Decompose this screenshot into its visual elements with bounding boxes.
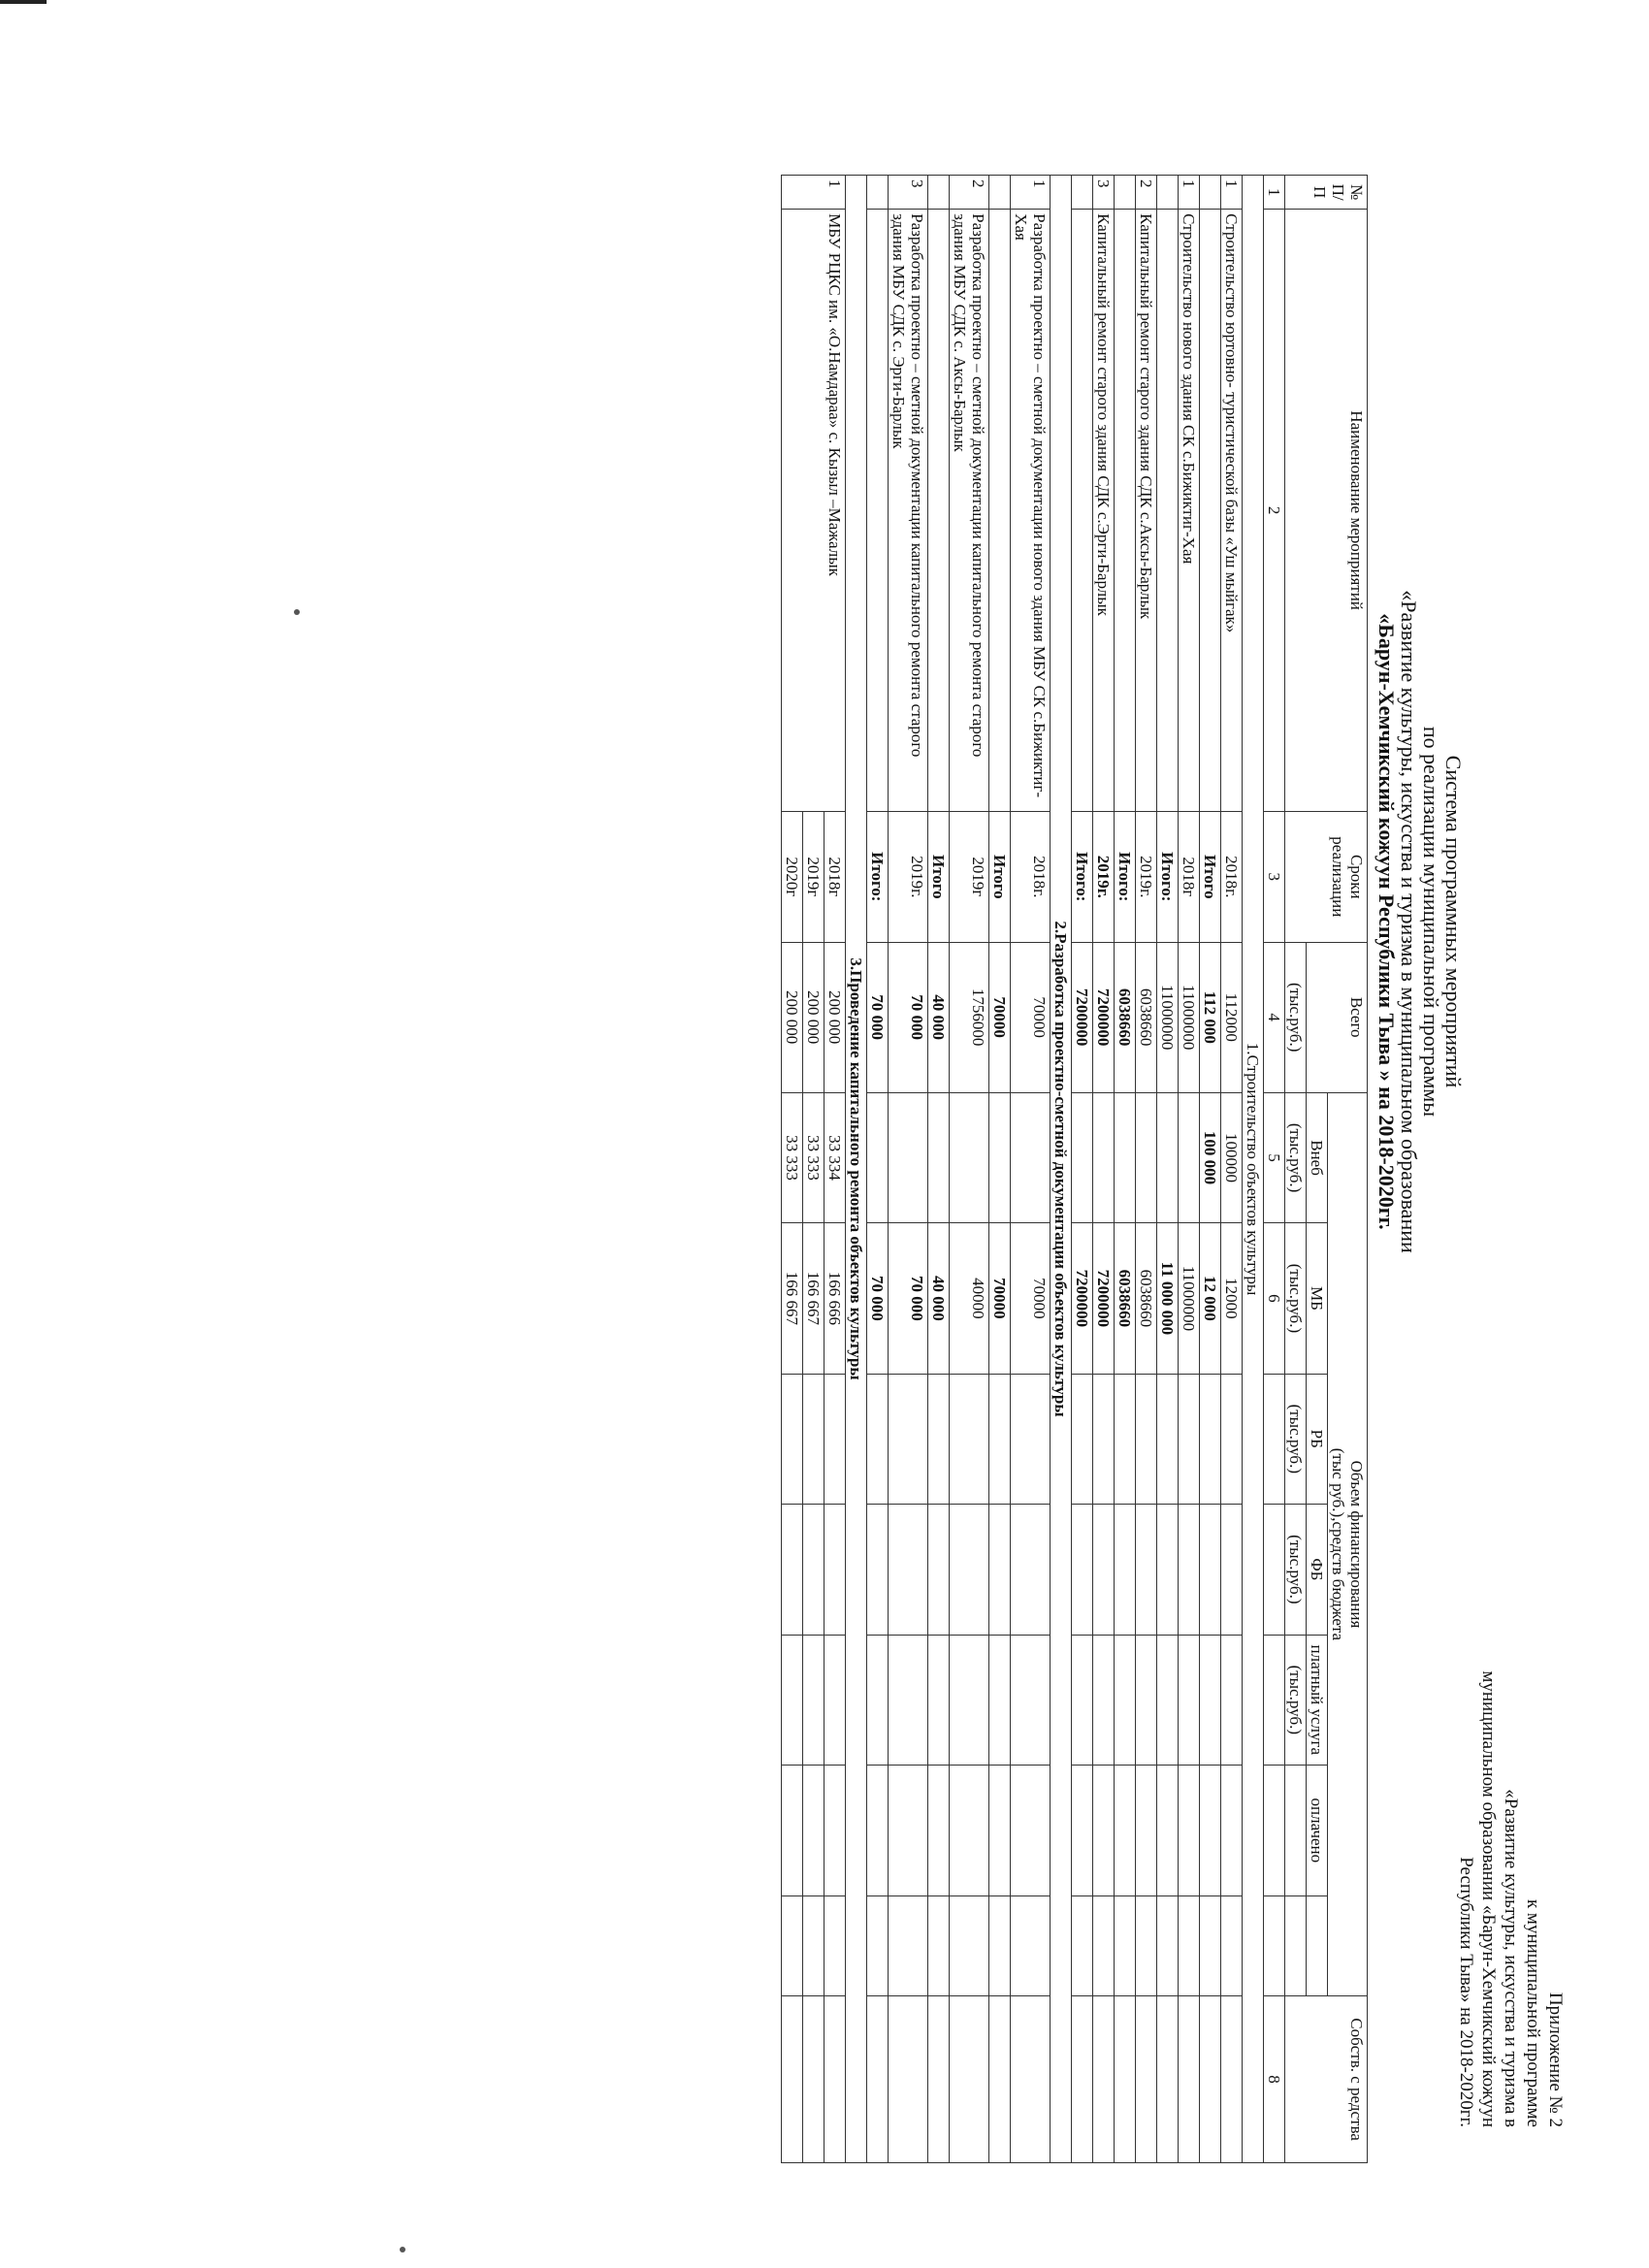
cell-total: 70000: [989, 942, 1011, 1092]
header-fb: ФБ: [1307, 1505, 1328, 1636]
cell-total: 11000000: [1157, 942, 1179, 1092]
cell-mb: 70000: [989, 1223, 1011, 1374]
cell-mb: 70000: [1011, 1223, 1051, 1374]
section-row: [1051, 176, 1072, 2163]
cell-term: 2018г.: [1011, 812, 1051, 943]
header-empty: [1285, 1766, 1307, 1896]
header-unit: (тыс.руб.): [1285, 1092, 1307, 1223]
cell-num: 2: [950, 176, 989, 210]
header-unit: (тыс.руб.): [1285, 1374, 1307, 1505]
appendix-line: «Развитие культуры, искусства и туризма в: [1501, 1789, 1521, 2127]
col-number: 6: [1264, 1223, 1285, 1374]
col-number: [1264, 1766, 1285, 1896]
col-number: 8: [1264, 1996, 1285, 2163]
col-number: 4: [1264, 942, 1285, 1092]
table-row: [1221, 176, 1243, 2163]
cell-mb: 12000: [1221, 1223, 1243, 1374]
header-name: Наименование мероприятий: [1285, 210, 1368, 812]
cell-mb: 7200000: [1093, 1223, 1115, 1374]
cell-term: 2018г: [1179, 812, 1200, 943]
col-number: 5: [1264, 1092, 1285, 1223]
total-label: Итого:: [1115, 812, 1136, 943]
table-row: [889, 176, 928, 2163]
cell-total: 40 000: [928, 942, 950, 1092]
header-own: Собств. с редства: [1285, 1996, 1368, 2163]
cell-total: 70 000: [889, 942, 928, 1092]
scan-speck: [400, 2247, 405, 2252]
cell-mb: 11 000 000: [1157, 1223, 1179, 1374]
section-title: 3.Проведение капитального ремонта объектов культуры: [846, 176, 867, 2163]
table-header-row: [1328, 176, 1368, 2163]
total-row: [1072, 176, 1093, 2163]
header-unit: (тыс.руб.): [1285, 1505, 1307, 1636]
cell-vneb: 100 000: [1200, 1092, 1221, 1223]
cell-total: 200 000: [824, 942, 846, 1092]
cell-mb: 166 666: [824, 1223, 846, 1374]
header-volume-title: Объем финансирования: [1347, 1460, 1366, 1629]
cell-total: 70000: [1011, 942, 1051, 1092]
title-line: «Развитие культуры, искусства и туризма в муниципальном образовании: [1397, 590, 1421, 1253]
cell-vneb: 100000: [1221, 1092, 1243, 1223]
header-rb: РБ: [1307, 1374, 1328, 1505]
cell-vneb: 33 333: [803, 1092, 824, 1223]
header-total: Всего: [1307, 942, 1368, 1092]
header-empty: [1285, 1895, 1307, 1996]
cell-vneb: 33 334: [824, 1092, 846, 1223]
total-label: Итого:: [1072, 812, 1093, 943]
column-number-row: [1264, 176, 1285, 2163]
header-mb: МБ: [1307, 1223, 1328, 1374]
cell-total: 70 000: [867, 942, 889, 1092]
cell-mb: 70 000: [889, 1223, 928, 1374]
cell-term: 2018г: [824, 812, 846, 943]
table-row: [1136, 176, 1157, 2163]
table-row: [1179, 176, 1200, 2163]
header-empty: [1307, 1895, 1328, 1996]
cell-num: 3: [1093, 176, 1115, 210]
cell-total: 11000000: [1179, 942, 1200, 1092]
table-row: [1011, 176, 1051, 2163]
col-number: [1264, 1635, 1285, 1766]
table-row: [1093, 176, 1115, 2163]
header-term: Сроки реализации: [1285, 812, 1368, 943]
cell-total: 112000: [1221, 942, 1243, 1092]
section-row: [1243, 176, 1264, 2163]
cell-name: Строительство юртовно- туристической базы «Уш мыйгак»: [1221, 210, 1243, 812]
appendix-line: муниципальном образовании «Барун-Хемчикский кожуун: [1478, 1670, 1499, 2127]
cell-total: 1756000: [950, 942, 989, 1092]
header-paid: платный услуга: [1307, 1635, 1328, 1766]
appendix-line: к муниципальной программе: [1523, 1898, 1543, 2127]
section-title: 1.Строительство объектов культуры: [1243, 176, 1264, 2163]
section-title: 2.Разработка проектно-сметной документации объектов культуры: [1051, 176, 1072, 2163]
total-row: [1157, 176, 1179, 2163]
document-title: [1375, 291, 1465, 1552]
cell-mb: 166 667: [803, 1223, 824, 1374]
cell-total: 6038660: [1136, 942, 1157, 1092]
col-number: [1264, 1895, 1285, 1996]
cell-num: 1: [782, 176, 846, 210]
cell-name: Разработка проектно – сметной документации капитального ремонта старого здания МБУ СДК с. Аксы-Барлык: [950, 210, 989, 812]
header-num: № П/П: [1285, 176, 1368, 210]
appendix-block: [1455, 1507, 1567, 2127]
header-total-unit: (тыс.руб.): [1285, 942, 1307, 1092]
cell-term: 2019г: [803, 812, 824, 943]
cell-total: 7200000: [1072, 942, 1093, 1092]
cell-term: 2019г: [950, 812, 989, 943]
cell-name: МБУ РЦКС им. «О.Намдараа» с. Кызыл –Мажалык: [782, 210, 846, 812]
title-line: по реализации муниципальной программы: [1419, 726, 1443, 1118]
cell-mb: 12 000: [1200, 1223, 1221, 1374]
header-volume-sub: (тыс руб.),средств бюджета: [1329, 1447, 1347, 1641]
cell-term: 2020г: [782, 812, 803, 943]
total-row: [867, 176, 889, 2163]
cell-mb: 6038660: [1115, 1223, 1136, 1374]
appendix-line: Республики Тыва» на 2018-2020гг.: [1456, 1857, 1476, 2127]
table-row: [950, 176, 989, 2163]
header-unit: (тыс.руб.): [1285, 1223, 1307, 1374]
cell-mb: 11000000: [1179, 1223, 1200, 1374]
total-label: Итого: [1200, 812, 1221, 943]
measures-table: [781, 175, 1368, 2163]
cell-term: 2018г.: [1221, 812, 1243, 943]
cell-total: 200 000: [782, 942, 803, 1092]
total-row: [989, 176, 1011, 2163]
total-label: Итого: [928, 812, 950, 943]
cell-mb: 7200000: [1072, 1223, 1093, 1374]
cell-name: Строительство нового здания СК с.Бижиктиг-Хая: [1179, 210, 1200, 812]
total-row: [928, 176, 950, 2163]
title-line: Система программных мероприятий: [1441, 755, 1466, 1088]
header-volume: [1328, 1092, 1368, 1995]
cell-term: 2019г.: [1136, 812, 1157, 943]
total-label: Итого:: [867, 812, 889, 943]
cell-total: 200 000: [803, 942, 824, 1092]
cell-mb: 40000: [950, 1223, 989, 1374]
total-label: Итого: [989, 812, 1011, 943]
appendix-line: Приложение № 2: [1545, 1992, 1566, 2127]
col-number: 3: [1264, 812, 1285, 943]
total-row: [1200, 176, 1221, 2163]
total-row: [1115, 176, 1136, 2163]
cell-total: 7200000: [1093, 942, 1115, 1092]
header-vneb: Внеб: [1307, 1092, 1328, 1223]
cell-mb: 40 000: [928, 1223, 950, 1374]
title-line: «Барун-Хемчикский кожуун Республики Тыва » на 2018-2020гг.: [1374, 613, 1399, 1230]
header-unit: (тыс.руб.): [1285, 1635, 1307, 1766]
cell-name: Разработка проектно – сметной документации нового здания МБУ СК с.Бижиктиг-Хая: [1011, 210, 1051, 812]
cell-vneb: 33 333: [782, 1092, 803, 1223]
col-number: [1264, 1505, 1285, 1636]
cell-num: 1: [1011, 176, 1051, 210]
cell-mb: 70 000: [867, 1223, 889, 1374]
scan-speck: [294, 609, 300, 615]
cell-name: Разработка проектно – сметной документации капитального ремонта старого здания МБУ СДК с. Эрги-Барлык: [889, 210, 928, 812]
col-number: 2: [1264, 210, 1285, 812]
section-row: [846, 176, 867, 2163]
cell-total: 112 000: [1200, 942, 1221, 1092]
cell-mb: 6038660: [1136, 1223, 1157, 1374]
cell-term: 2019г.: [1093, 812, 1115, 943]
total-label: Итого:: [1157, 812, 1179, 943]
cell-num: 3: [889, 176, 928, 210]
cell-term: 2019г.: [889, 812, 928, 943]
cell-mb: 166 667: [782, 1223, 803, 1374]
cell-name: Капитальный ремонт старого здания СДК с.Аксы-Барлык: [1136, 210, 1157, 812]
cell-num: 2: [1136, 176, 1157, 210]
cell-num: 1: [1221, 176, 1243, 210]
cell-total: 6038660: [1115, 942, 1136, 1092]
col-number: 1: [1264, 176, 1285, 210]
cell-name: Капитальный ремонт старого здания СДК с.Эрги-Барлык: [1093, 210, 1115, 812]
header-paid-done: оплачено: [1307, 1766, 1328, 1896]
table-row: [824, 176, 846, 2163]
col-number: [1264, 1374, 1285, 1505]
cell-num: 1: [1179, 176, 1200, 210]
